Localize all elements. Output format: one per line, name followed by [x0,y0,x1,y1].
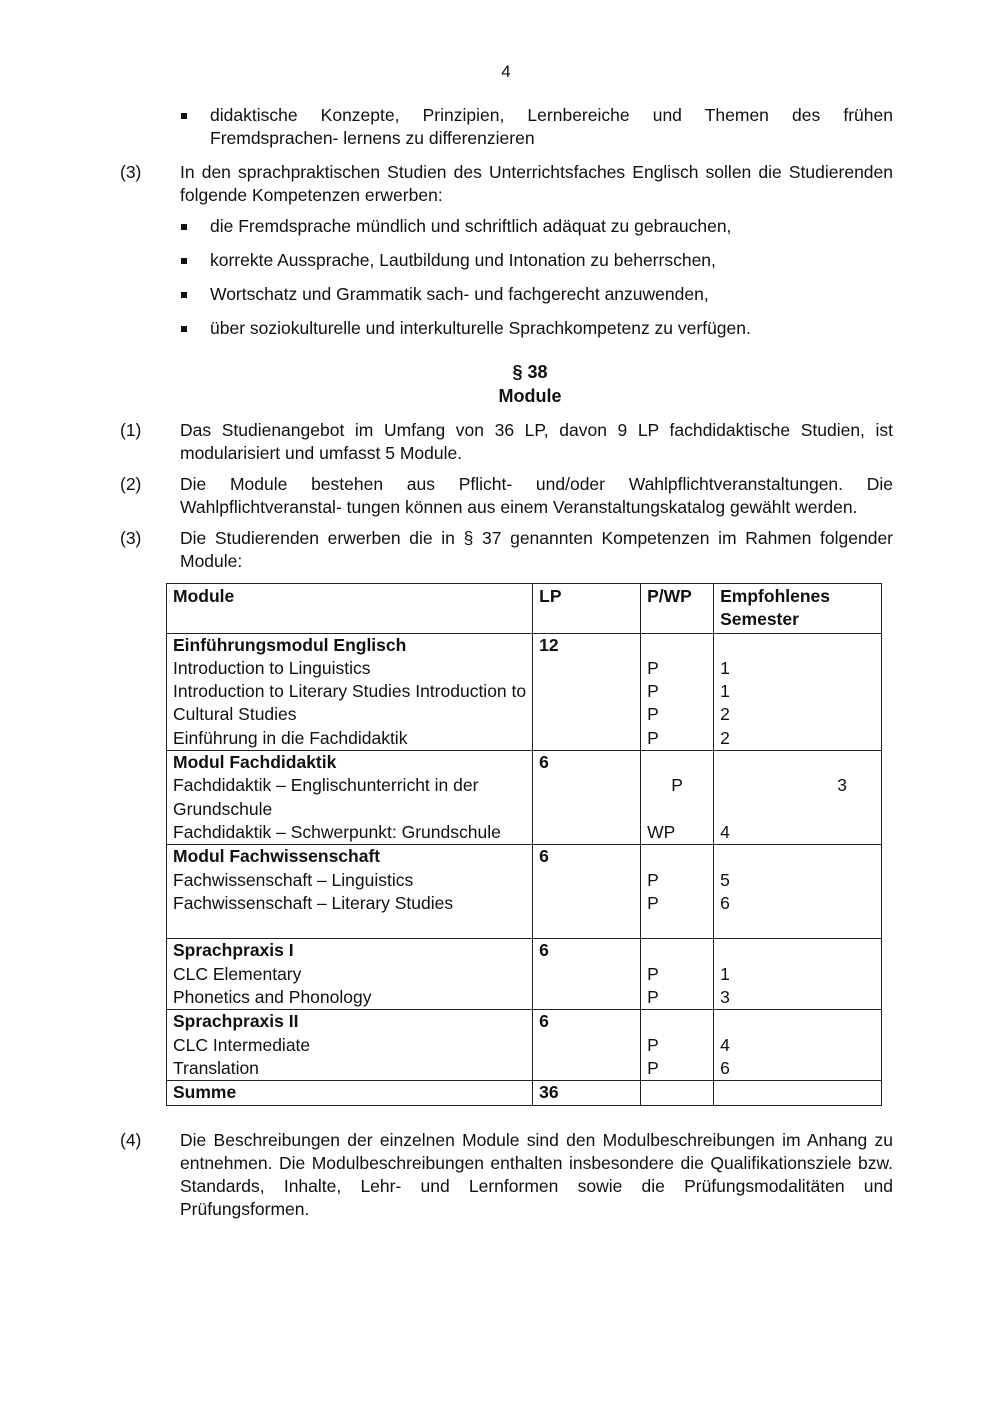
module-name: Sprachpraxis I [173,940,294,961]
section-heading [0,360,1000,408]
course-line: Einführung in die Fachdidaktik [173,727,408,748]
course-line: Introduction to Linguistics [173,657,371,678]
pwp-value: P [647,1057,659,1078]
pwp-cell [641,751,714,845]
pwp-value: P [647,657,659,678]
paragraph [0,527,1000,573]
paragraph-number: (3) [120,528,142,548]
modules-table [166,583,882,1106]
paragraph-number: (3) [120,162,142,182]
square-bullet-icon [181,258,187,264]
course-line: Cultural Studies [173,704,297,725]
paragraph-text: Die Studierenden erwerben die in § 37 genannten Kompetenzen im Rahmen folgender Module: [180,528,893,571]
paragraph [0,473,1000,519]
list-item-text: korrekte Aussprache, Lautbildung und Intonation zu beherrschen, [210,250,716,270]
competency-bullet-list [0,215,1000,351]
lp-cell: 6 [533,939,641,1010]
course-line: Phonetics and Phonology [173,987,372,1008]
table-total-row [167,1081,882,1105]
list-item [0,104,1000,150]
table-row [167,751,882,845]
course-line: Fachwissenschaft – Linguistics [173,869,414,890]
semester-cell [714,751,882,845]
module-cell [167,633,533,750]
semester-value: 3 [837,775,847,796]
paragraph-text: Die Module bestehen aus Pflicht- und/oder Wahlpflichtveranstaltungen. Die Wahlpflichtveranstal- tungen können aus einem Veranstaltungskatalog gewählt werden. [180,474,893,517]
list-item-text: Wortschatz und Grammatik sach- und fachgerecht anzuwenden, [210,284,709,304]
semester-value: 1 [720,681,730,702]
course-line: Translation [173,1057,259,1078]
pwp-value: P [647,963,659,984]
paragraph-number: (4) [120,1130,142,1150]
table-header-row [167,584,882,634]
empty-cell [714,1081,882,1105]
table-row [167,939,882,1010]
square-bullet-icon [181,292,187,298]
header-pwp: P/WP [641,584,714,634]
table-row [167,1010,882,1081]
square-bullet-icon [181,113,187,119]
list-item [0,317,1000,340]
header-semester-line1: Empfohlenes [720,586,831,606]
module-name: Modul Fachwissenschaft [173,846,381,867]
list-item-text: didaktische Konzepte, Prinzipien, Lernbereiche und Themen des frühen Fremdsprachen- lernens zu differenzieren [210,105,893,148]
semester-value: 4 [720,1034,730,1055]
module-cell [167,1010,533,1081]
module-cell [167,845,533,939]
lp-cell: 6 [533,751,641,845]
semester-value: 6 [720,892,730,913]
semester-value: 2 [720,704,730,725]
paragraph-text: Das Studienangebot im Umfang von 36 LP, davon 9 LP fachdidaktische Studien, ist modularisiert und umfasst 5 Module. [180,420,893,463]
header-lp: LP [533,584,641,634]
module-name: Einführungsmodul Englisch [173,634,407,655]
semester-value: 3 [720,987,730,1008]
square-bullet-icon [181,326,187,332]
page-number: 4 [501,62,511,81]
header-semester [714,584,882,634]
list-item [0,283,1000,306]
pwp-value: WP [647,821,676,842]
table-row [167,633,882,750]
semester-value: 4 [720,821,730,842]
semester-cell [714,1010,882,1081]
paragraph-number: (2) [120,474,142,494]
lp-cell: 6 [533,845,641,939]
module-cell [167,751,533,845]
pwp-value: P [647,727,659,748]
course-line: Fachdidaktik – Englischunterricht in der [173,775,479,796]
pwp-cell [641,1010,714,1081]
header-module: Module [167,584,533,634]
top-bullet-list [0,104,1000,161]
pwp-value: P [671,775,683,796]
semester-cell [714,939,882,1010]
paragraph-number: (1) [120,420,142,440]
sum-lp: 36 [533,1081,641,1105]
pwp-cell [641,633,714,750]
section-paragraphs [0,419,1000,581]
course-line: Fachdidaktik – Schwerpunkt: Grundschule [173,821,501,842]
course-line: Grundschule [173,798,273,819]
semester-cell [714,633,882,750]
list-item [0,215,1000,238]
semester-value: 5 [720,869,730,890]
pwp-value: P [647,704,659,725]
empty-cell [641,1081,714,1105]
semester-value: 1 [720,657,730,678]
lp-cell: 12 [533,633,641,750]
section-number: § 38 [512,362,548,382]
module-cell [167,939,533,1010]
table-row [167,845,882,939]
course-line: Introduction to Literary Studies Introduction to [173,681,527,702]
pwp-value: P [647,869,659,890]
section-title: Module [498,386,562,406]
square-bullet-icon [181,224,187,230]
course-line: Fachwissenschaft – Literary Studies [173,892,454,913]
pwp-value: P [647,1034,659,1055]
semester-cell [714,845,882,939]
list-item-text: über soziokulturelle und interkulturelle Sprachkompetenz zu verfügen. [210,318,751,338]
semester-value: 1 [720,963,730,984]
paragraph-text: In den sprachpraktischen Studien des Unterrichtsfaches Englisch sollen die Studierenden folgende Kompetenzen erwerben: [180,162,893,205]
semester-value: 2 [720,727,730,748]
paragraph-3-competencies [0,161,1000,217]
list-item-text: die Fremdsprache mündlich und schriftlich adäquat zu gebrauchen, [210,216,732,236]
pwp-cell [641,845,714,939]
module-name: Sprachpraxis II [173,1011,299,1032]
course-line: CLC Elementary [173,963,302,984]
paragraph [0,419,1000,465]
list-item [0,249,1000,272]
lp-cell: 6 [533,1010,641,1081]
pwp-value: P [647,987,659,1008]
pwp-value: P [647,681,659,702]
paragraph-4-descriptions [0,1129,1000,1229]
sum-label: Summe [167,1081,533,1105]
module-name: Modul Fachdidaktik [173,752,337,773]
semester-value: 6 [720,1057,730,1078]
pwp-cell [641,939,714,1010]
header-semester-line2: Semester [720,609,799,630]
pwp-value: P [647,892,659,913]
course-line: CLC Intermediate [173,1034,311,1055]
paragraph-text: Die Beschreibungen der einzelnen Module sind den Modulbeschreibungen im Anhang zu entnehmen. Die Modulbeschreibungen enthalten insbesondere die Qualifikationsziele bzw. Standards, Inhalte, Lehr- und Lernformen sowie die Prüfungsmodalitäten und Prüfungsformen. [180,1130,893,1219]
